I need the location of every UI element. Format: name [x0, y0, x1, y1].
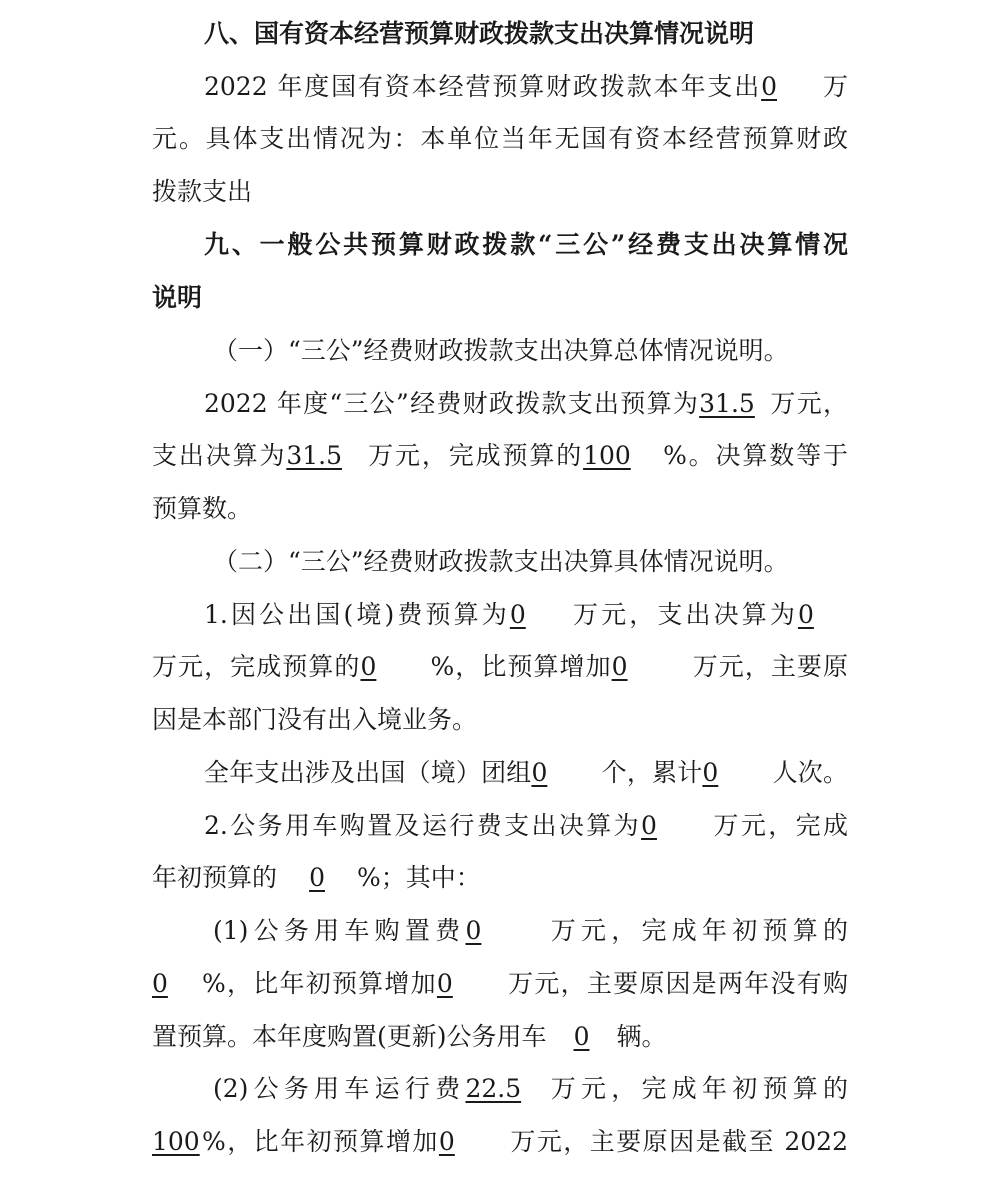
vehicles-purchased-count: 0: [573, 1022, 590, 1051]
section9-subheading-2: （二）“三公”经费财政拨款支出决算具体情况说明。: [213, 547, 789, 576]
section8-heading: 八、国有资本经营预算财政拨款支出决算情况说明: [204, 19, 755, 48]
text-run: %，比年初预算增加: [202, 1127, 439, 1156]
text-run: 万: [821, 72, 848, 101]
text-run: 万元，完成年初预算的: [545, 916, 848, 945]
abroad-completion-rate: 0: [360, 652, 377, 681]
text-run: %。决算数等于: [663, 441, 848, 470]
abroad-increase-value: 0: [611, 652, 628, 681]
section8-paragraph-line1: [204, 70, 848, 104]
three-public-final-value: 31.5: [286, 441, 342, 470]
section9-heading-line1: 九、一般公共预算财政拨款“三公”经费支出决算情况: [204, 230, 848, 259]
section9-heading-line2: 说明: [152, 283, 203, 312]
item1-line3: 因是本部门没有出入境业务。: [152, 705, 478, 734]
text-run: 置预算。本年度购置(更新)公务用车: [152, 1022, 547, 1051]
text-run: 全年支出涉及出国（境）团组: [204, 758, 532, 787]
vehicle-operation-completion-rate: 100: [152, 1127, 200, 1156]
vehicle-operation-amount: 22.5: [465, 1074, 522, 1103]
abroad-groups-line: [204, 756, 848, 790]
text-run: 万元，主要原: [691, 652, 848, 681]
abroad-final-value: 0: [797, 600, 814, 629]
abroad-budget-value: 0: [509, 600, 526, 629]
capital-budget-expense-value: 0: [761, 72, 778, 101]
text-run: 2.公务用车购置及运行费支出决算为: [204, 811, 642, 840]
abroad-groups-count: 0: [531, 758, 548, 787]
vehicle-purchase-amount: 0: [465, 916, 482, 945]
vehicle-purchase-completion-rate: 0: [152, 969, 168, 998]
text-run: %，比预算增加: [430, 652, 612, 681]
three-public-budget-value: 31.5: [699, 389, 755, 418]
text-run: 支出决算为: [152, 441, 287, 470]
text-run: 万元，完成预算的: [152, 652, 361, 681]
text-run: 个，累计: [601, 758, 703, 787]
vehicle-total-final-value: 0: [641, 811, 657, 840]
section9-subheading-1: （一）“三公”经费财政拨款支出决算总体情况说明。: [213, 336, 789, 365]
text-run: 辆。: [616, 1022, 667, 1051]
text-run: %；其中：: [357, 863, 481, 892]
overall-line3: 预算数。: [152, 494, 253, 523]
item1-line2: [152, 650, 848, 684]
section8-paragraph-line3: 拨款支出: [152, 177, 253, 206]
overall-line1: [204, 387, 848, 421]
text-run: 万元，主要原因是截至 2022: [508, 1127, 848, 1156]
vehicle-purchase-increase: 0: [436, 969, 453, 998]
text-run: 万元，完成预算的: [366, 441, 584, 470]
section8-paragraph-line2: 元。具体支出情况为：本单位当年无国有资本经营预算财政: [152, 124, 848, 153]
text-run: 万元，完成: [711, 811, 848, 840]
item2-1-line3: [152, 1020, 848, 1054]
text-run: 2022 年度“三公”经费财政拨款支出预算为: [204, 389, 700, 418]
text-run: (2)公务用车运行费: [213, 1074, 466, 1103]
vehicle-operation-increase: 0: [438, 1127, 455, 1156]
item2-1-line1: [213, 914, 848, 948]
text-run: %，比年初预算增加: [202, 969, 437, 998]
text-run: 人次。: [772, 758, 848, 787]
text-run: 年初预算的: [152, 863, 278, 892]
text-run: 万元，: [769, 389, 848, 418]
vehicle-total-completion-rate: 0: [309, 863, 325, 892]
text-run: 2022 年度国有资本经营预算财政拨款本年支出: [204, 72, 762, 101]
text-run: 1.因公出国(境)费预算为: [204, 600, 510, 629]
item2-1-line2: [152, 967, 848, 1001]
item2-2-line2: [152, 1125, 848, 1159]
text-run: 万元，支出决算为: [569, 600, 798, 629]
item2-line2: [152, 861, 848, 895]
text-run: 万元，完成年初预算的: [545, 1074, 848, 1103]
text-run: (1)公务用车购置费: [213, 916, 466, 945]
three-public-completion-rate: 100: [583, 441, 631, 470]
item1-line1: [204, 598, 848, 632]
item2-2-line1: [213, 1072, 848, 1106]
item2-line1: [204, 809, 848, 843]
abroad-persons-count: 0: [702, 758, 719, 787]
overall-line2: [152, 439, 848, 473]
text-run: 万元，主要原因是两年没有购: [506, 969, 848, 998]
